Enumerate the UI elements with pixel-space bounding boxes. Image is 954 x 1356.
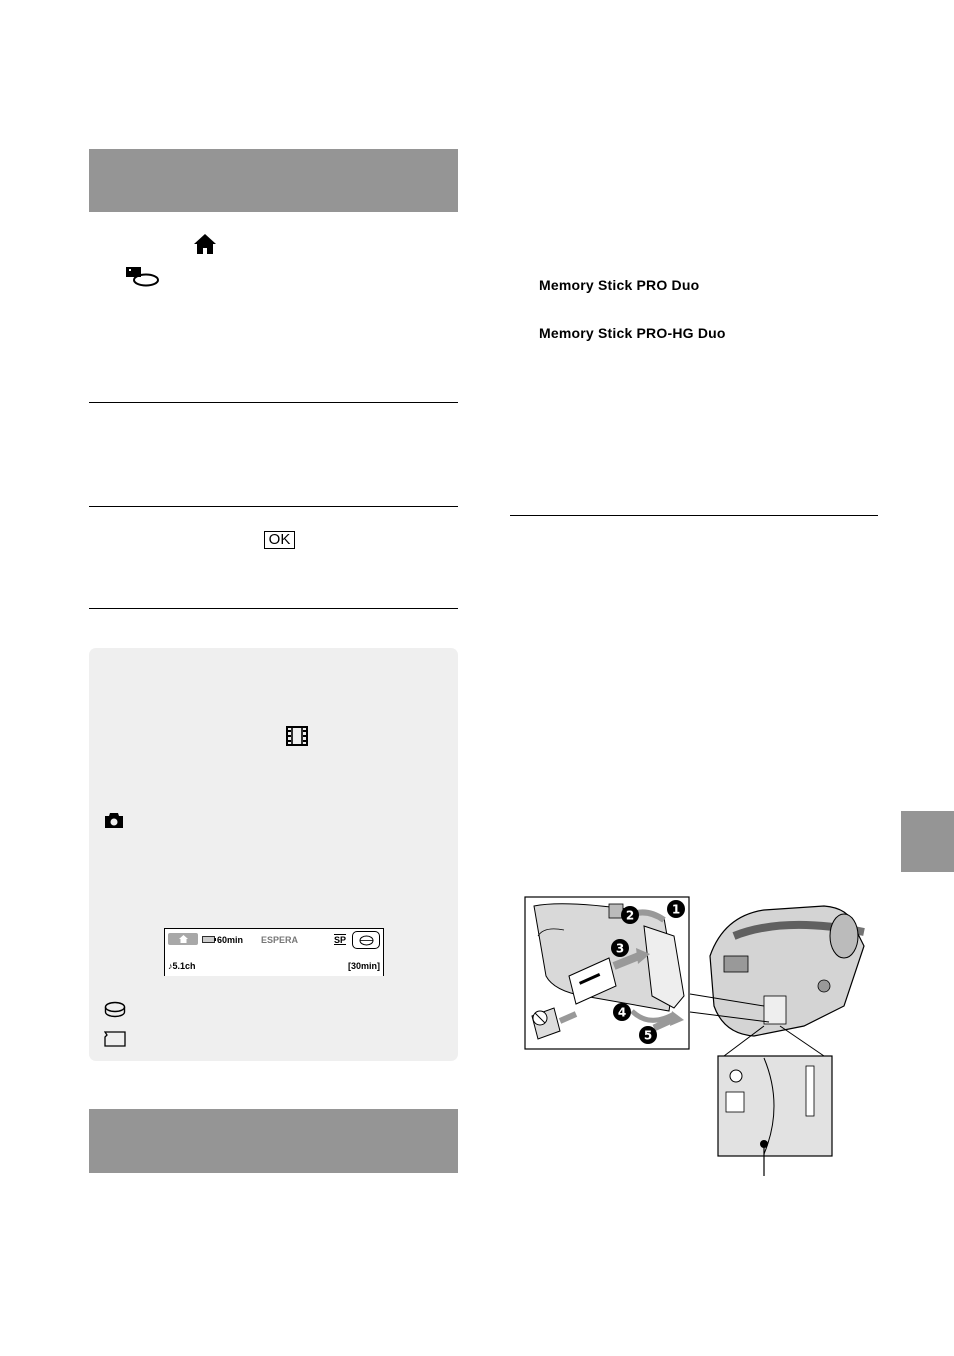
divider-right [510,515,878,516]
quality-mode: SP [334,935,347,945]
memory-card-icon [104,1031,126,1047]
memory-stick-pro-hg-duo-logo: Memory Stick PRO-HG Duo [539,325,726,341]
section-banner-top [89,149,458,212]
step-2: 2 [625,908,635,923]
step-1: 1 [671,902,681,917]
divider-3 [89,608,458,609]
hdd-icon [104,1001,126,1019]
step-3: 3 [615,941,625,956]
insertion-illustration [524,896,869,1178]
divider-1 [89,402,458,403]
home-icon [193,233,217,255]
memory-stick-pro-duo-logo: Memory Stick PRO Duo [539,277,700,293]
manage-media-icon [125,266,161,288]
divider-2 [89,506,458,507]
status-home-button [168,933,198,945]
section-side-tab [901,811,954,872]
step-4: 4 [617,1005,627,1020]
camera-icon [104,812,124,829]
media-button [352,931,380,949]
battery-time: 60min [217,935,244,945]
section-banner-bottom [89,1109,458,1173]
hdd-icon-small [359,935,374,946]
recording-status: ESPERA [261,935,299,945]
battery-icon [202,936,216,943]
status-bar-screen [164,928,384,976]
audio-mode: ♪5.1ch [168,961,196,971]
remaining-time: [30min] [348,961,381,971]
ok-button: OK [264,531,295,549]
film-icon [286,726,308,746]
step-5: 5 [643,1028,653,1043]
home-icon-small [179,935,188,943]
info-panel [89,648,458,1061]
